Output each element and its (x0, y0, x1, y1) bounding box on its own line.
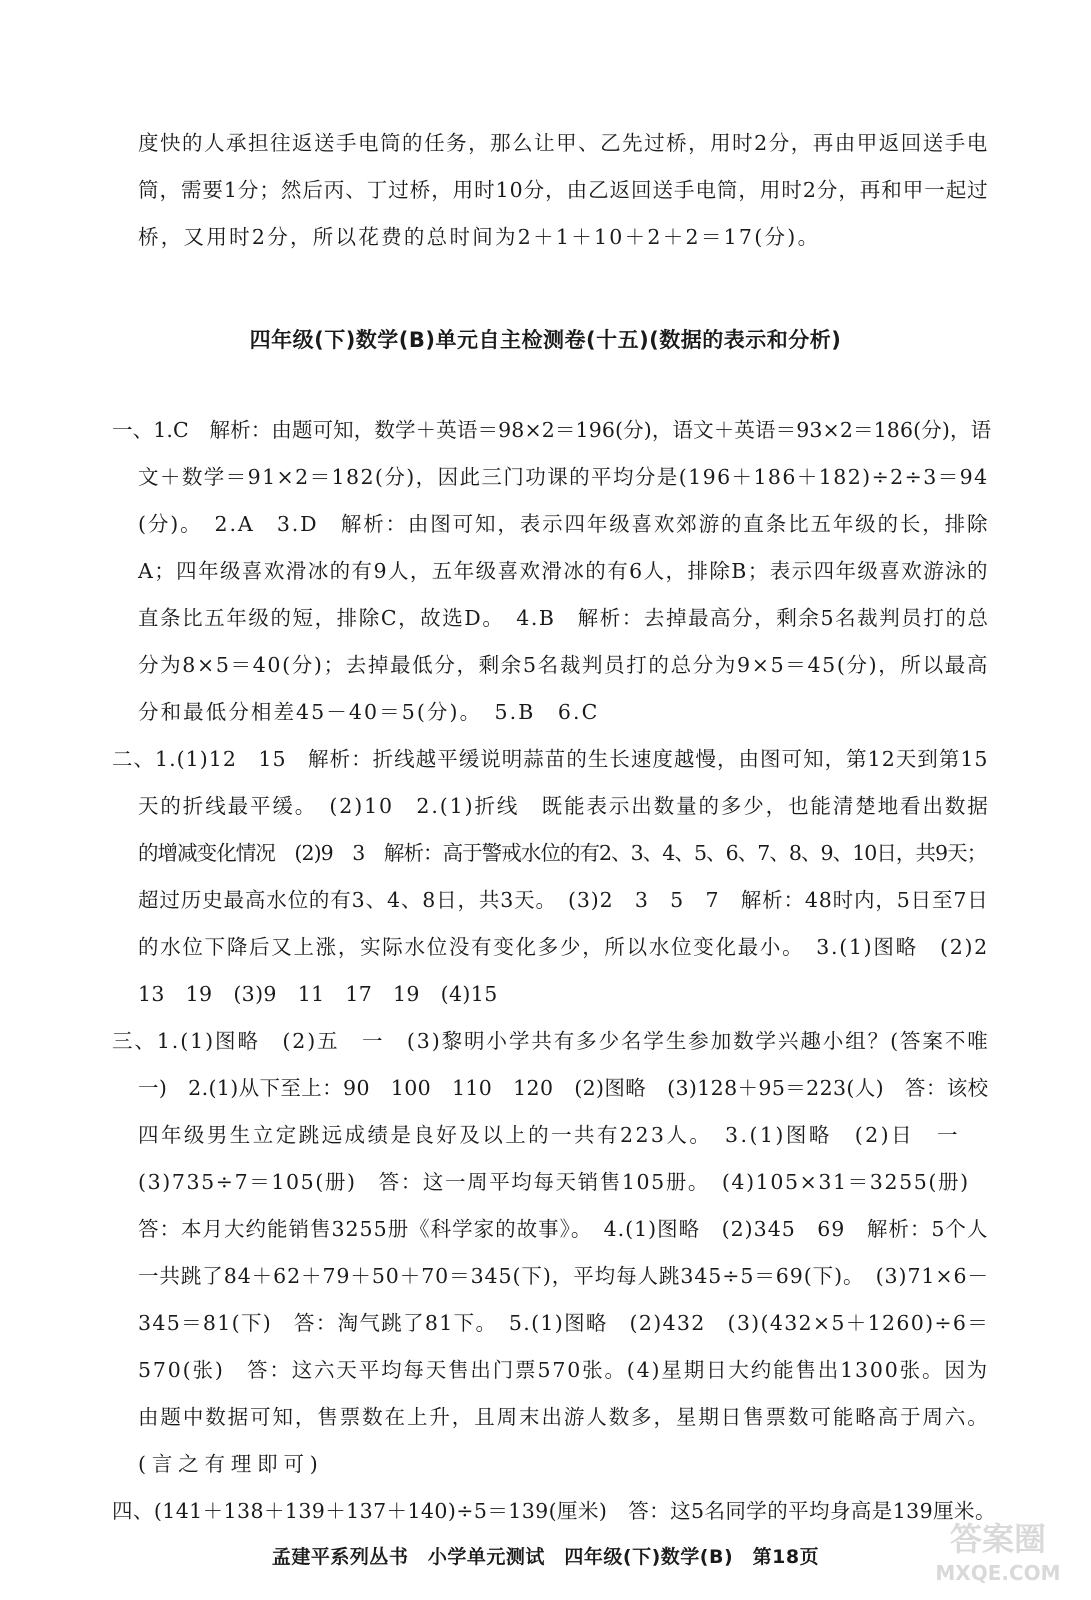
answer-line: 570(张) 答：这六天平均每天售出门票570张。(4)星期日大约能售出1300张。因为 (138, 1358, 990, 1382)
answer-line: 一、1.C 解析：由题可知，数学＋英语＝98×2＝196(分)，语文＋英语＝93×2＝186(分)，语 (112, 418, 992, 442)
answer-line: (分)。 2.A 3.D 解析：由图可知，表示四年级喜欢郊游的直条比五年级的长，排除 (138, 512, 990, 536)
answer-line: A；四年级喜欢滑冰的有9人，五年级喜欢滑冰的有6人，排除B；表示四年级喜欢游泳的 (138, 559, 989, 583)
answer-line: 文＋数学＝91×2＝182(分)，因此三门功课的平均分是(196＋186＋182)÷2÷3＝94 (138, 465, 989, 489)
watermark-bottom-text: MXQE.COM (935, 1561, 1061, 1585)
answer-line: 三、1.(1)图略 (2)五 一 (3)黎明小学共有多少名学生参加数学兴趣小组？(答案不唯 (112, 1029, 990, 1053)
answer-line: 天的折线最平缓。 (2)10 2.(1)折线 既能表示出数量的多少，也能清楚地看出数据 (138, 794, 990, 818)
answer-line: 四年级男生立定跳远成绩是良好及以上的一共有223人。 3.(1)图略 (2)日 一 (138, 1123, 960, 1147)
text-line: 筒，需要1分；然后丙、丁过桥，用时10分，由乙返回送手电筒，用时2分，再和甲一起过 (138, 178, 989, 202)
section-title: 四年级(下)数学(B)单元自主检测卷(十五)(数据的表示和分析) (249, 328, 842, 352)
answer-line: 的水位下降后又上涨，实际水位没有变化多少，所以水位变化最小。 3.(1)图略 (2)2 (138, 935, 989, 959)
answer-line: (3)735÷7＝105(册) 答：这一周平均每天销售105册。 (4)105×31＝3255(册) (138, 1170, 970, 1194)
answer-line: 分和最低分相差45－40＝5(分)。 5.B 6.C (138, 700, 600, 724)
answer-line: 345＝81(下) 答：淘气跳了81下。 5.(1)图略 (2)432 (3)(432×5＋1260)÷6＝ (138, 1311, 990, 1335)
answer-line: 一共跳了84＋62＋79＋50＋70＝345(下)，平均每人跳345÷5＝69(下)。 (3)71×6－ (138, 1264, 989, 1288)
answer-line: 直条比五年级的短，排除C，故选D。 4.B 解析：去掉最高分，剩余5名裁判员打的总 (138, 606, 990, 630)
answer-line: 二、1.(1)12 15 解析：折线越平缓说明蒜苗的生长速度越慢，由图可知，第12天到第15 (112, 747, 989, 771)
page-footer: 孟建平系列丛书 小学单元测试 四年级(下)数学(B) 第18页 (271, 1546, 820, 1568)
watermark-logo (923, 1514, 1073, 1588)
answer-line: (言之有理即可) (138, 1452, 324, 1476)
answer-line: 答：本月大约能销售3255册《科学家的故事》。 4.(1)图略 (2)345 69 解析：5个人 (138, 1217, 989, 1241)
text-line: 桥，又用时2分，所以花费的总时间为2＋1＋10＋2＋2＝17(分)。 (138, 225, 821, 249)
answer-line: 的增减变化情况 (2)9 3 解析：高于警戒水位的有2、3、4、5、6、7、8、9、10日，共9天； (138, 841, 987, 865)
answer-line: 一) 2.(1)从下至上：90 100 110 120 (2)图略 (3)128＋95＝223(人) 答：该校 (138, 1076, 989, 1100)
answer-line: 由题中数据可知，售票数在上升，且周末出游人数多，星期日售票数可能略高于周六。 (138, 1405, 990, 1429)
answer-line: 四、(141＋138＋139＋137＋140)÷5＝139(厘米) 答：这5名同学的平均身高是139厘米。 (112, 1499, 996, 1523)
answer-line: 超过历史最高水位的有3、4、8日，共3天。 (3)2 3 5 7 解析：48时内，5日至7日 (138, 888, 989, 912)
answer-line: 13 19 (3)9 11 17 19 (4)15 (138, 982, 498, 1006)
answer-line: 分为8×5＝40(分)；去掉最低分，剩余5名裁判员打的总分为9×5＝45(分)，所以最高 (138, 653, 990, 677)
watermark-top-text: 答案圈 (949, 1520, 1047, 1558)
text-line: 度快的人承担往返送手电筒的任务，那么让甲、乙先过桥，用时2分，再由甲返回送手电 (138, 131, 989, 155)
